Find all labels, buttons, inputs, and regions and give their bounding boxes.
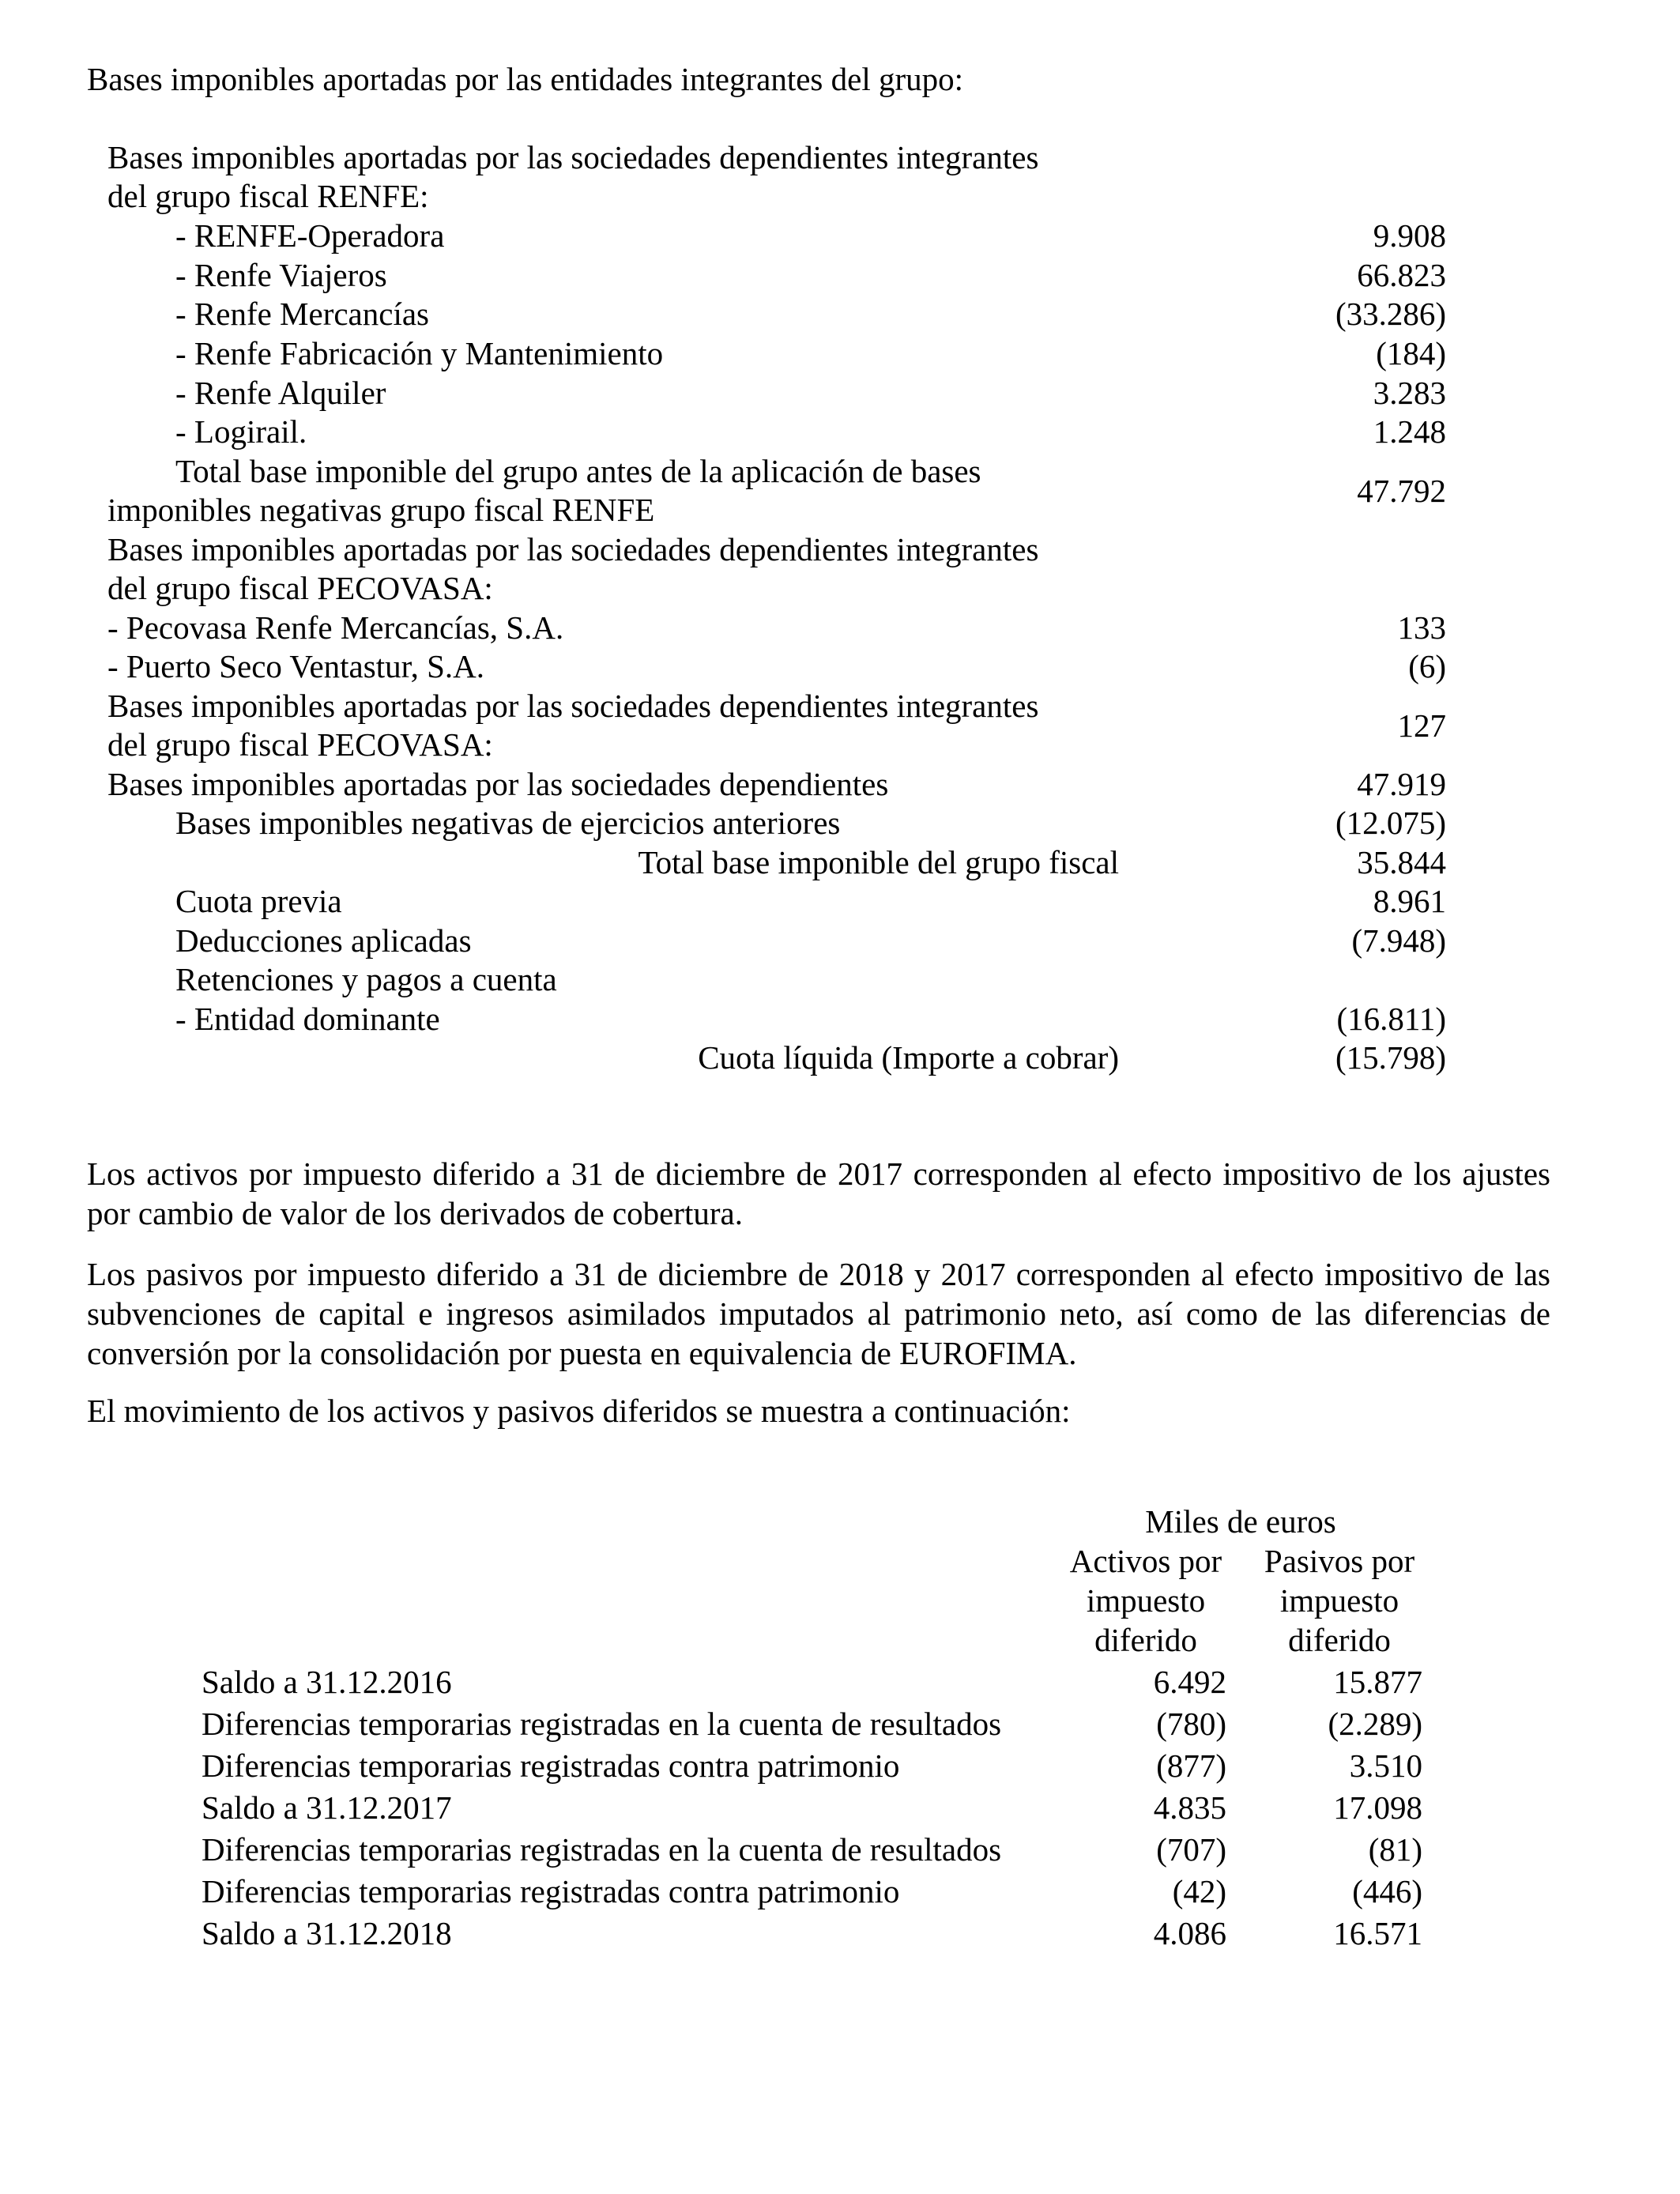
dependientes-label: Bases imponibles aportadas por las sociedades dependientes [107, 766, 889, 802]
cuota-previa-label: Cuota previa [175, 883, 342, 919]
paragraph-activos: Los activos por impuesto diferido a 31 de diciembre de 2017 corresponden al efecto impositivo de los ajustes por cambio de valor de los derivados de cobertura. [87, 1155, 1550, 1231]
pecovasa-total-line1: Bases imponibles aportadas por las sociedades dependientes integrantes [107, 688, 1039, 724]
row-label: - Pecovasa Renfe Mercancías, S.A. [107, 609, 564, 646]
row-label: - RENFE-Operadora [175, 217, 445, 254]
row-label: Diferencias temporarias registradas contra patrimonio [202, 1873, 900, 1909]
negativas-value: (12.075) [1335, 805, 1446, 841]
row-activos: 4.086 [1153, 1915, 1226, 1951]
row-value: (184) [1376, 335, 1446, 371]
col-pasivos-line2: impuesto [1279, 1582, 1399, 1619]
row-activos: 4.835 [1153, 1789, 1226, 1826]
row-label: Diferencias temporarias registradas en la cuenta de resultados [202, 1706, 1002, 1742]
deducciones-label: Deducciones aplicadas [175, 922, 472, 959]
row-value: 9.908 [1373, 217, 1446, 254]
row-label: - Renfe Alquiler [175, 375, 386, 411]
col-activos-line1: Activos por [1069, 1543, 1222, 1579]
pecovasa-header-line1: Bases imponibles aportadas por las sociedades dependientes integrantes [107, 531, 1039, 567]
row-label: Saldo a 31.12.2018 [202, 1915, 452, 1951]
row-activos: (42) [1172, 1873, 1226, 1909]
row-pasivos: (81) [1368, 1831, 1422, 1868]
unit-header: Miles de euros [1145, 1503, 1336, 1540]
row-activos: 6.492 [1153, 1664, 1226, 1700]
row-pasivos: 16.571 [1333, 1915, 1422, 1951]
row-label: - Renfe Mercancías [175, 296, 429, 332]
intro-text: Bases imponibles aportadas por las entidades integrantes del grupo: [87, 61, 964, 97]
row-pasivos: (446) [1352, 1873, 1422, 1909]
renfe-total-line1: Total base imponible del grupo antes de la aplicación de bases [175, 453, 981, 489]
row-value: (33.286) [1335, 296, 1446, 332]
col-pasivos-line1: Pasivos por [1264, 1543, 1415, 1579]
row-value: 66.823 [1357, 257, 1446, 293]
col-activos-line2: impuesto [1086, 1582, 1206, 1619]
row-pasivos: 3.510 [1349, 1747, 1422, 1784]
row-label: Saldo a 31.12.2016 [202, 1664, 452, 1700]
cuota-liquida-label: Cuota líquida (Importe a cobrar) [698, 1039, 1119, 1076]
total-grupo-value: 35.844 [1357, 844, 1446, 880]
renfe-total-value: 47.792 [1357, 473, 1446, 509]
row-label: Saldo a 31.12.2017 [202, 1789, 452, 1826]
cuota-liquida-value: (15.798) [1335, 1039, 1446, 1076]
dominante-value: (16.811) [1336, 1001, 1446, 1037]
row-label: Diferencias temporarias registradas en la cuenta de resultados [202, 1831, 1002, 1868]
row-activos: (877) [1156, 1747, 1226, 1784]
row-activos: (707) [1156, 1831, 1226, 1868]
retenciones-label: Retenciones y pagos a cuenta [175, 961, 557, 997]
row-pasivos: 15.877 [1333, 1664, 1422, 1700]
renfe-header-line1: Bases imponibles aportadas por las sociedades dependientes integrantes [107, 139, 1039, 175]
row-value: 133 [1397, 609, 1446, 646]
row-pasivos: (2.289) [1328, 1706, 1422, 1742]
cuota-previa-value: 8.961 [1373, 883, 1446, 919]
row-label: - Puerto Seco Ventastur, S.A. [107, 648, 485, 684]
paragraph-movimiento: El movimiento de los activos y pasivos diferidos se muestra a continuación: [87, 1393, 1071, 1429]
row-label: - Renfe Viajeros [175, 257, 387, 293]
col-activos-line3: diferido [1094, 1622, 1197, 1658]
deducciones-value: (7.948) [1351, 922, 1446, 959]
pecovasa-total-line2: del grupo fiscal PECOVASA: [107, 726, 493, 763]
negativas-label: Bases imponibles negativas de ejercicios anteriores [175, 805, 841, 841]
paragraph-pasivos: Los pasivos por impuesto diferido a 31 de diciembre de 2018 y 2017 corresponden al efecto impositivo de las subvenciones de capital e ingresos asimilados imputados al patrimonio neto, así como de las diferencias de conversión por la consolidación por puesta en equivalencia de EUROFIMA. [87, 1256, 1550, 1371]
dominante-label: - Entidad dominante [175, 1001, 440, 1037]
row-label: - Logirail. [175, 413, 307, 450]
total-grupo-label: Total base imponible del grupo fiscal [638, 844, 1119, 880]
row-value: 3.283 [1373, 375, 1446, 411]
row-value: (6) [1408, 648, 1446, 684]
col-pasivos-line3: diferido [1288, 1622, 1391, 1658]
pecovasa-header-line2: del grupo fiscal PECOVASA: [107, 570, 493, 606]
row-activos: (780) [1156, 1706, 1226, 1742]
row-label: - Renfe Fabricación y Mantenimiento [175, 335, 664, 371]
row-value: 1.248 [1373, 413, 1446, 450]
renfe-total-line2: imponibles negativas grupo fiscal RENFE [107, 492, 655, 528]
pecovasa-total-value: 127 [1397, 707, 1446, 744]
renfe-header-line2: del grupo fiscal RENFE: [107, 178, 429, 214]
row-label: Diferencias temporarias registradas contra patrimonio [202, 1747, 900, 1784]
dependientes-value: 47.919 [1357, 766, 1446, 802]
row-pasivos: 17.098 [1333, 1789, 1422, 1826]
